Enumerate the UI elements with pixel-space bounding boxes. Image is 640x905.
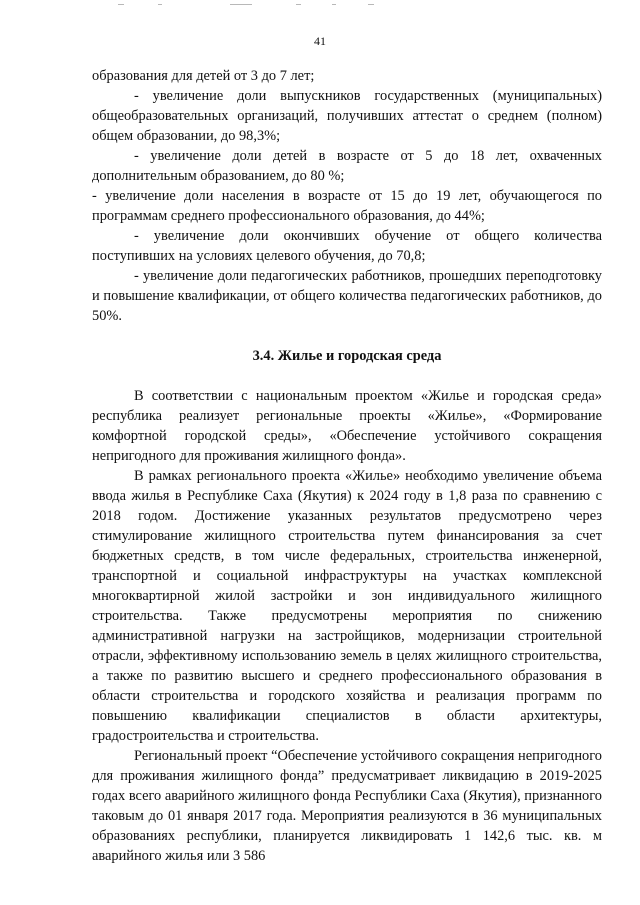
page-number: 41 (314, 34, 326, 48)
page-content (92, 66, 602, 866)
text-paragraph: Региональный проект “Обеспечение устойчивого сокращения непригодного для проживания жилищного фонда” предусматривает ликвидацию в 2019-2025 годах всего аварийного жилищного фонда Республики Саха (Якутия), признанного таковым до 01 января 2017 года. Мероприятия реализуются в 36 муниципальных образованиях республики, планируется ликвидировать 1 142,6 тыс. кв. м аварийного жилья или 3 586 (92, 748, 602, 864)
text-paragraph: В рамках регионального проекта «Жилье» необходимо увеличение объема ввода жилья в Республике Саха (Якутия) к 2024 году в 1,8 раза по сравнению с 2018 годом. Достижение указанных результатов предусмотрено через стимулирование жилищного строительства путем финансирования за счет бюджетных средств, в том числе федеральных, строительства инженерной, транспортной и социальной инфраструктуры на участках комплексной многоквартирной жилой застройки и зон индивидуального жилищного строительства. Также предусмотрены мероприятия по снижению административной нагрузки на застройщиков, модернизации строительной отрасли, эффективному использованию земель в целях жилищного строительства, а также по развитию высшего и среднего профессионального образования в области строительства и городского хозяйства и реализация программ по повышению квалификации специалистов в области архитектуры, градостроительства и строительства. (92, 468, 602, 744)
scan-mark (332, 4, 336, 5)
text-paragraph: В соответствии с национальным проектом «Жилье и городская среда» республика реализует региональные проекты «Жилье», «Формирование комфортной городской среды», «Обеспечение устойчивого сокращения непригодного для проживания жилищного фонда». (92, 388, 602, 464)
list-item: - увеличение доли выпускников государственных (муниципальных) общеобразовательных организаций, получивших аттестат о среднем (полном) общем образовании, до 98,3%; (92, 88, 602, 144)
scan-mark (118, 4, 124, 5)
scan-mark (368, 4, 374, 5)
scan-artifact-marks (118, 2, 378, 8)
scan-mark (230, 4, 252, 5)
scan-mark (296, 4, 301, 5)
text-paragraph: образования для детей от 3 до 7 лет; (92, 68, 315, 84)
list-item: - увеличение доли детей в возрасте от 5 до 18 лет, охваченных дополнительным образованием, до 80 %; (92, 148, 602, 184)
list-item: - увеличение доли окончивших обучение от общего количества поступивших на условиях целевого обучения, до 70,8; (92, 228, 602, 264)
scan-mark (158, 4, 162, 5)
list-item: - увеличение доли населения в возрасте от 15 до 19 лет, обучающегося по программам среднего профессионального образования, до 44%; (92, 188, 602, 224)
list-item: - увеличение доли педагогических работников, прошедших переподготовку и повышение квалификации, от общего количества педагогических работников, до 50%. (92, 268, 602, 324)
section-heading: 3.4. Жилье и городская среда (252, 348, 442, 364)
